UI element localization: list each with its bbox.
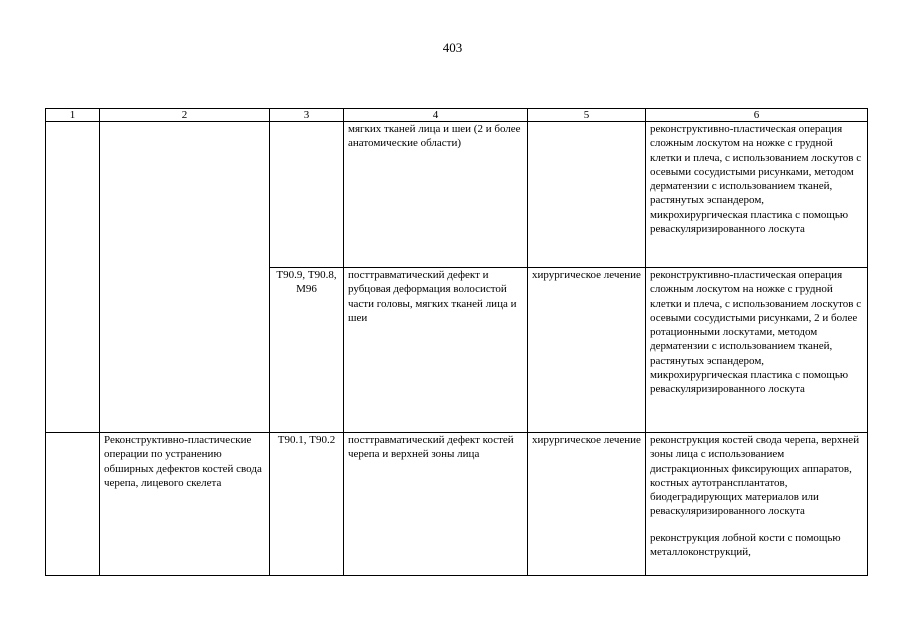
cell-col2 [100,122,270,433]
cell-diagnosis: посттравматический дефект костей черепа и верхней зоны лица [344,433,528,576]
cell-method [646,122,868,268]
table-row [46,122,868,268]
header-cell-5: 5 [528,109,646,122]
cell-diagnosis: мягких тканей лица и шеи (2 и более анатомические области) [344,122,528,268]
header-cell-1: 1 [46,109,100,122]
table-row [46,433,868,576]
method-paragraph: реконструктивно-пластическая операция сложным лоскутом на ножке с грудной клетки и плеча, с использованием лоскутов с осевыми сосудистыми рисунками, 2 и более ротационными лоскутами, методом дерматензии с использованием тканей, растянутых эспандером, микрохирургическая пластика с помощью реваскуляризированного лоскута [650,269,862,396]
method-paragraph: реконструкция лобной кости с помощью металлоконструкций, [650,531,841,559]
cell-icd-codes: Т90.9, Т90.8, М96 [270,268,344,433]
cell-treatment-type: хирургическое лечение [528,433,646,576]
table-header-row [46,109,868,122]
header-cell-6: 6 [646,109,868,122]
medical-procedures-table [45,108,868,576]
cell-col1 [46,433,100,576]
header-cell-4: 4 [344,109,528,122]
method-paragraph: реконструктивно-пластическая операция сложным лоскутом на ножке с грудной клетки и плеча, с использованием лоскутов с осевыми сосудистыми рисунками, методом дерматензии с использованием тканей, растянутых эспандером, микрохирургическая пластика с помощью реваскуляризированного лоскута [650,123,862,236]
cell-treatment-type: хирургическое лечение [528,268,646,433]
method-paragraph: реконструкция костей свода черепа, верхней зоны лица с использованием дистракционных фиксирующих аппаратов, костных аутотрансплантатов, биодеградирующих материалов или реваскуляризированного лоскута [650,434,860,518]
cell-method [646,433,868,576]
header-cell-3: 3 [270,109,344,122]
cell-treatment-type [528,122,646,268]
header-cell-2: 2 [100,109,270,122]
cell-col1 [46,122,100,433]
page-number: 403 [442,40,463,55]
cell-diagnosis: посттравматический дефект и рубцовая деформация волосистой части головы, мягких тканей лица и шеи [344,268,528,433]
cell-procedure-group: Реконструктивно-пластические операции по устранению обширных дефектов костей свода черепа, лицевого скелета [100,433,270,576]
cell-method [646,268,868,433]
cell-icd-codes: Т90.1, Т90.2 [270,433,344,576]
cell-icd-codes [270,122,344,268]
